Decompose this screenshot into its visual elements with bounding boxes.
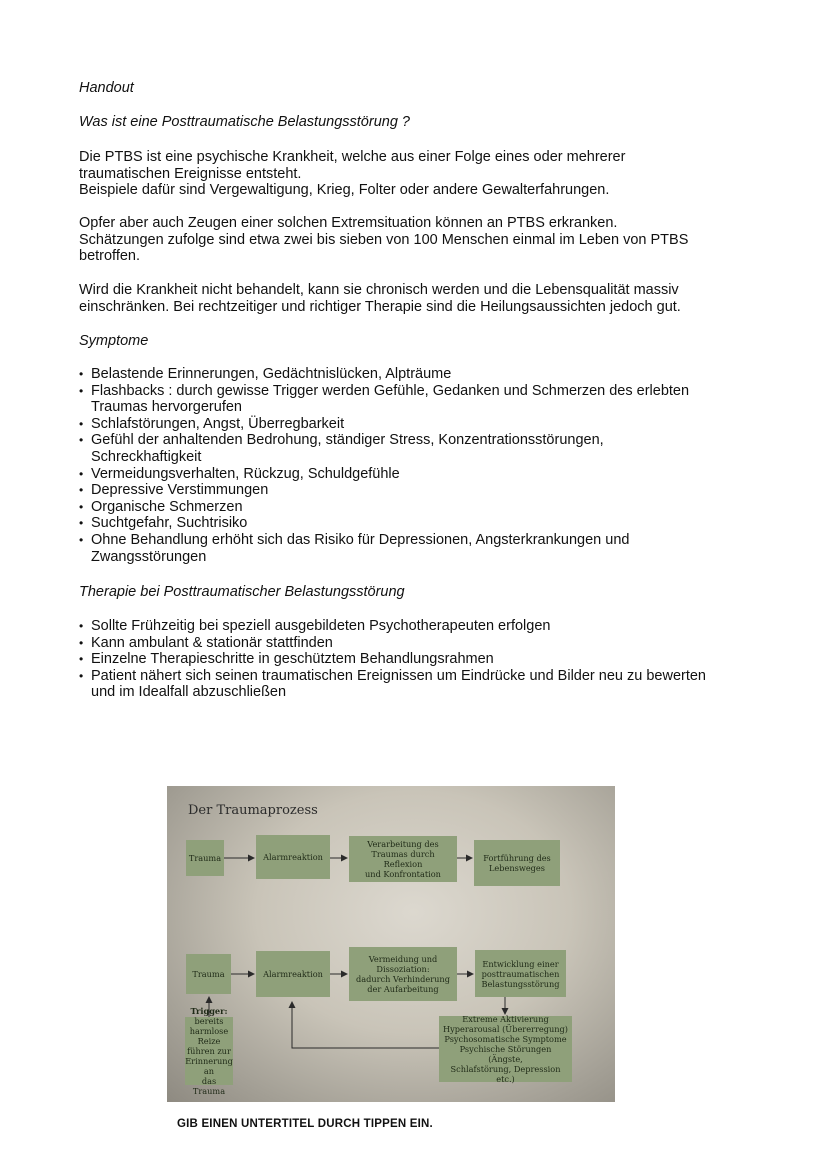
- box-label: dadurch Verhinderung: [356, 974, 450, 984]
- box-trauma-2: [186, 954, 231, 994]
- box-development: [475, 950, 566, 997]
- box-label: Trauma: [192, 969, 225, 979]
- text-line: Beispiele dafür sind Vergewaltigung, Krieg, Folter oder andere Gewalterfahrungen.: [79, 182, 610, 198]
- box-label: Entwicklung einer: [482, 958, 559, 969]
- list-item: • Patient nähert sich seinen traumatischen Ereignissen um Eindrücke und Bilder neu zu bewerten und im Idealfall abzuschließen: [79, 668, 779, 701]
- intro-paragraph-3: [79, 282, 759, 315]
- symptoms-list: [79, 366, 779, 565]
- box-trigger: [185, 1006, 233, 1096]
- box-label: Trauma: [188, 853, 222, 863]
- text-line: einschränken. Bei rechtzeitiger und richtiger Therapie sind die Heilungsaussichten jedoch gut.: [79, 298, 681, 315]
- therapy-heading: Therapie bei Posttraumatischer Belastungsstörung: [79, 584, 405, 600]
- box-label: Psychische Störungen (Ängste,: [459, 1044, 552, 1064]
- box-label: Extreme Aktivierung: [462, 1014, 549, 1024]
- text-line: Wird die Krankheit nicht behandelt, kann sie chronisch werden und die Lebensqualität massiv: [79, 282, 679, 298]
- list-item: • Flashbacks : durch gewisse Trigger werden Gefühle, Gedanken und Schmerzen des erlebten Traumas hervorgerufen: [79, 383, 779, 416]
- handout-label: Handout: [79, 80, 134, 96]
- box-label: führen zur: [187, 1046, 231, 1056]
- intro-paragraph-2: [79, 215, 759, 265]
- subtitle-placeholder[interactable]: GIB EINEN UNTERTITEL DURCH TIPPEN EIN.: [177, 1118, 433, 1130]
- box-label: Alarmreaktion: [263, 969, 323, 979]
- list-item: • Suchtgefahr, Suchtrisiko: [79, 515, 779, 532]
- text-line: Schätzungen zufolge sind etwa zwei bis sieben von 100 Menschen einmal im Leben von PTBS: [79, 231, 689, 248]
- list-item: • Gefühl der anhaltenden Bedrohung, ständiger Stress, Konzentrationsstörungen, Schreckhaftigkeit: [79, 432, 779, 465]
- arrow-extreme-to-alarm: [292, 1002, 439, 1048]
- list-item: • Vermeidungsverhalten, Rückzug, Schuldgefühle: [79, 466, 779, 483]
- diagram-title: Der Traumaprozess: [188, 803, 318, 818]
- box-label: das Trauma: [192, 1076, 226, 1096]
- box-label: und Konfrontation: [365, 869, 441, 879]
- text-line: Opfer aber auch Zeugen einer solchen Extremsituation können an PTBS erkranken.: [79, 215, 618, 231]
- box-label: bereits: [194, 1016, 224, 1026]
- question-heading: Was ist eine Posttraumatische Belastungsstörung ?: [79, 114, 410, 130]
- box-label: Lebensweges: [488, 863, 545, 873]
- box-label: Vermeidung und: [368, 954, 438, 964]
- box-label: Schlafstörung, Depression etc.): [450, 1064, 561, 1084]
- box-alarm-reaction: [256, 835, 330, 879]
- list-item: • Belastende Erinnerungen, Gedächtnislücken, Alpträume: [79, 366, 779, 383]
- box-label: harmlose Reize: [189, 1026, 229, 1046]
- box-label: Erinnerung an: [185, 1056, 233, 1076]
- box-label: posttraumatischen: [481, 968, 560, 979]
- box-alarm-reaction-2: [256, 951, 330, 997]
- box-continuation: [474, 840, 560, 886]
- list-item: • Kann ambulant & stationär stattfinden: [79, 635, 779, 652]
- text-line: Die PTBS ist eine psychische Krankheit, welche aus einer Folge eines oder mehrerer: [79, 149, 626, 165]
- therapy-list: [79, 618, 779, 701]
- box-extreme-activation: [439, 1016, 572, 1082]
- box-label: Belastungsstörung: [481, 978, 560, 989]
- box-label: Verarbeitung des: [367, 839, 439, 849]
- box-processing: [349, 836, 457, 882]
- box-label: Traumas durch Reflexion: [371, 849, 435, 869]
- list-item: • Organische Schmerzen: [79, 499, 779, 516]
- trauma-process-diagram: [167, 786, 615, 1102]
- text-line: betroffen.: [79, 248, 141, 264]
- text-line: traumatischen Ereignisse entsteht.: [79, 165, 302, 182]
- intro-paragraph-1: [79, 149, 759, 199]
- box-label: Fortführung des: [483, 853, 551, 863]
- box-label: der Aufarbeitung: [367, 984, 439, 994]
- box-trauma: [186, 840, 224, 876]
- trigger-label: Trigger:: [190, 1006, 228, 1016]
- box-label: Alarmreaktion: [263, 852, 323, 862]
- list-item: • Einzelne Therapieschritte in geschütztem Behandlungsrahmen: [79, 651, 779, 668]
- box-label: Dissoziation:: [376, 964, 430, 974]
- box-label: Psychosomatische Symptome: [444, 1034, 567, 1044]
- box-label: Hyperarousal (Übererregung): [443, 1024, 568, 1034]
- list-item: • Schlafstörungen, Angst, Überregbarkeit: [79, 416, 779, 433]
- symptoms-heading: Symptome: [79, 333, 149, 349]
- list-item: • Depressive Verstimmungen: [79, 482, 779, 499]
- list-item: • Ohne Behandlung erhöht sich das Risiko für Depressionen, Angsterkrankungen und Zwangsstörungen: [79, 532, 779, 565]
- box-avoidance: [349, 947, 457, 1001]
- list-item: • Sollte Frühzeitig bei speziell ausgebildeten Psychotherapeuten erfolgen: [79, 618, 779, 635]
